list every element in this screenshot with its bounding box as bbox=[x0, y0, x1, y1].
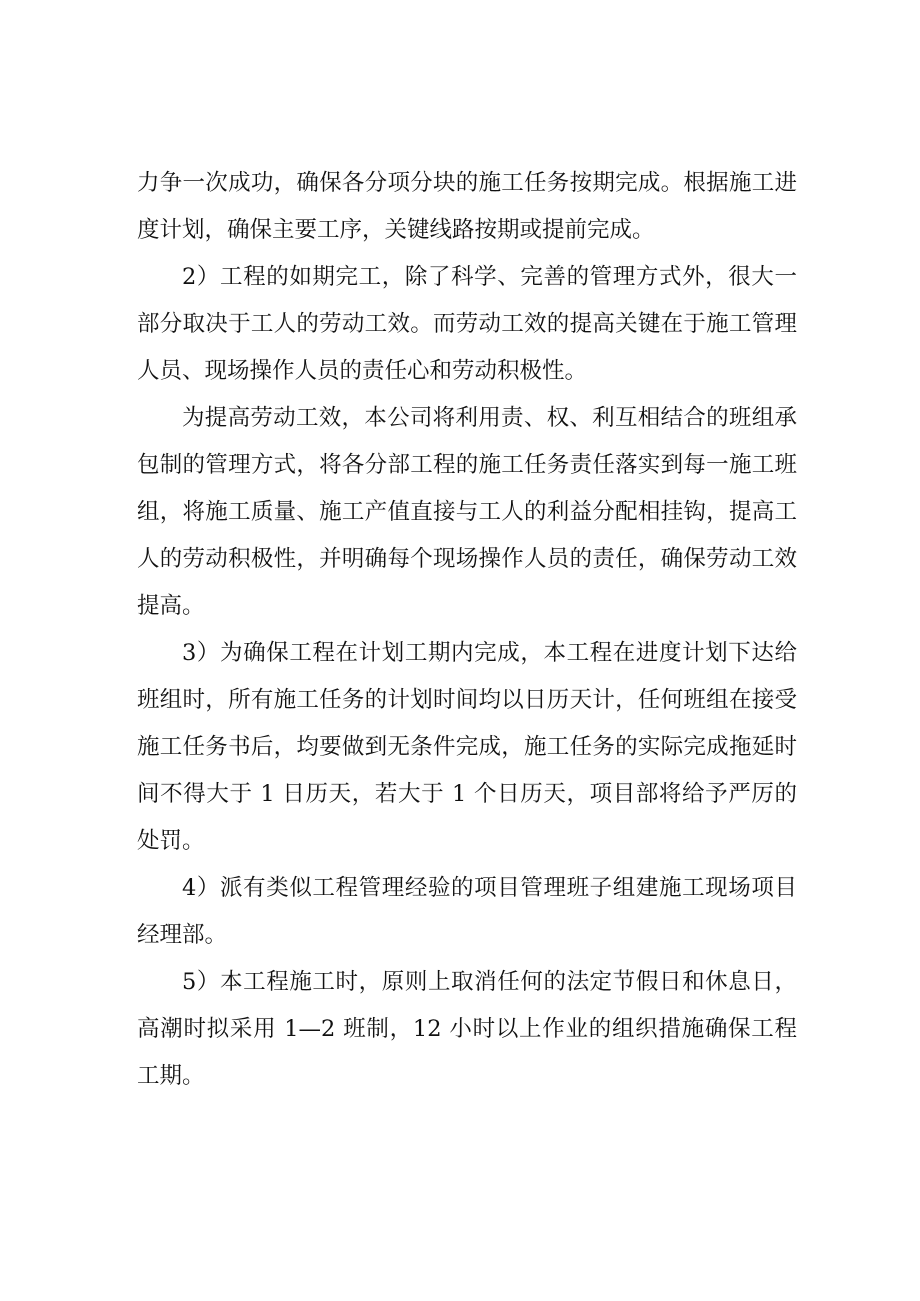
paragraph-2: 2）工程的如期完工，除了科学、完善的管理方式外，很大一部分取决于工人的劳动工效。而劳动工效的提高关键在于施工管理人员、现场操作人员的责任心和劳动积极性。 bbox=[137, 264, 797, 384]
paragraph-3: 为提高劳动工效，本公司将利用责、权、利互相结合的班组承包制的管理方式，将各分部工程的施工任务责任落实到每一施工班组，将施工质量、施工产值直接与工人的利益分配相挂钩，提高工人的劳动积极性，并明确每个现场操作人员的责任，确保劳动工效提高。 bbox=[137, 405, 797, 619]
document-body bbox=[137, 160, 797, 1100]
paragraph-1: 力争一次成功，确保各分项分块的施工任务按期完成。根据施工进度计划，确保主要工序，关键线路按期或提前完成。 bbox=[137, 170, 797, 243]
paragraph-6: 5）本工程施工时，原则上取消任何的法定节假日和休息日，高潮时拟采用 1—2 班制，12 小时以上作业的组织措施确保工程工期。 bbox=[137, 969, 797, 1089]
paragraph-4: 3）为确保工程在计划工期内完成，本工程在进度计划下达给班组时，所有施工任务的计划时间均以日历天计，任何班组在接受施工任务书后，均要做到无条件完成，施工任务的实际完成拖延时间不得大于 1 日历天，若大于 1 个日历天，项目部将给予严厉的处罚。 bbox=[137, 640, 797, 854]
paragraph-5: 4）派有类似工程管理经验的项目管理班子组建施工现场项目经理部。 bbox=[137, 875, 797, 948]
